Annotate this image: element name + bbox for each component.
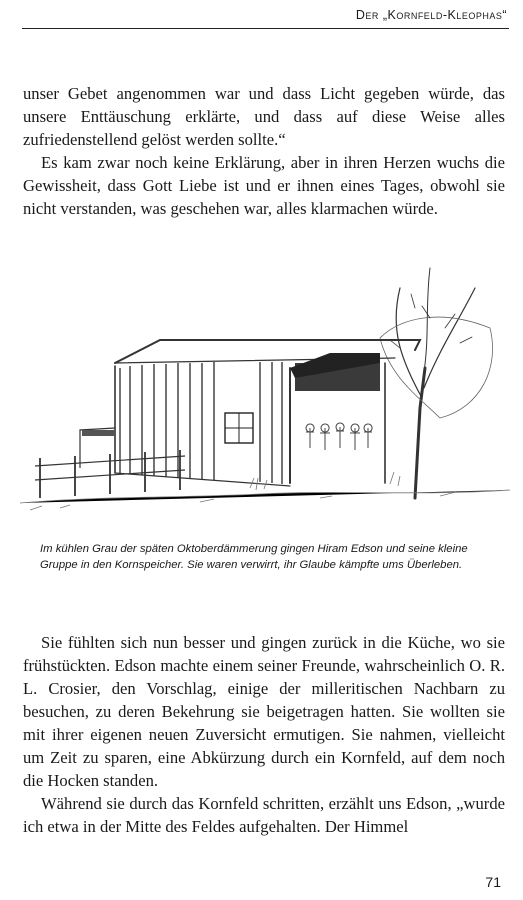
- barn-sketch-icon: [20, 258, 510, 528]
- text-block-bottom: [23, 631, 505, 838]
- paragraph: Es kam zwar noch keine Erklärung, aber in ihren Herzen wuchs die Gewissheit, dass Gott Liebe ist und er ihnen eines Tages, obwohl sie nicht verstanden, was geschehen war, alles klarmachen würde.: [23, 153, 505, 218]
- barn-illustration: [20, 258, 510, 528]
- running-title: Der „Kornfeld-Kleophas“: [355, 8, 507, 22]
- paragraph: unser Gebet angenommen war und dass Licht gegeben würde, das unsere Enttäuschung erklärte, und dass auf diese Weise alles zufriedenstellend gelöst werden sollte.“: [23, 84, 505, 149]
- figure-caption: Im kühlen Grau der späten Oktoberdämmerung gingen Hiram Edson und seine kleine Gruppe in den Kornspeicher. Sie waren verwirrt, ihr Glaube kämpfte ums Überleben.: [40, 543, 468, 571]
- paragraph: Während sie durch das Kornfeld schritten, erzählt uns Edson, „wurde ich etwa in der Mitte des Feldes aufgehalten. Der Himmel: [23, 794, 505, 836]
- text-block-top: [23, 82, 505, 220]
- paragraph: Sie fühlten sich nun besser und gingen zurück in die Küche, wo sie frühstückten. Edson machte einem seiner Freunde, wahrscheinlich O. R. L. Crosier, den Vorschlag, einige der milleritischen Nachbarn zu besuchen, zu deren Bekehrung sie beigetragen hatten. Sie wollten sie mit ihrer eigenen neuen Zuversicht ermutigen. Sie nahmen, vielleicht um Zeit zu sparen, eine Abkürzung durch ein Kornfeld, auf dem noch die Hocken standen.: [23, 633, 505, 790]
- running-header: [22, 4, 509, 29]
- page-number: 71: [485, 874, 501, 890]
